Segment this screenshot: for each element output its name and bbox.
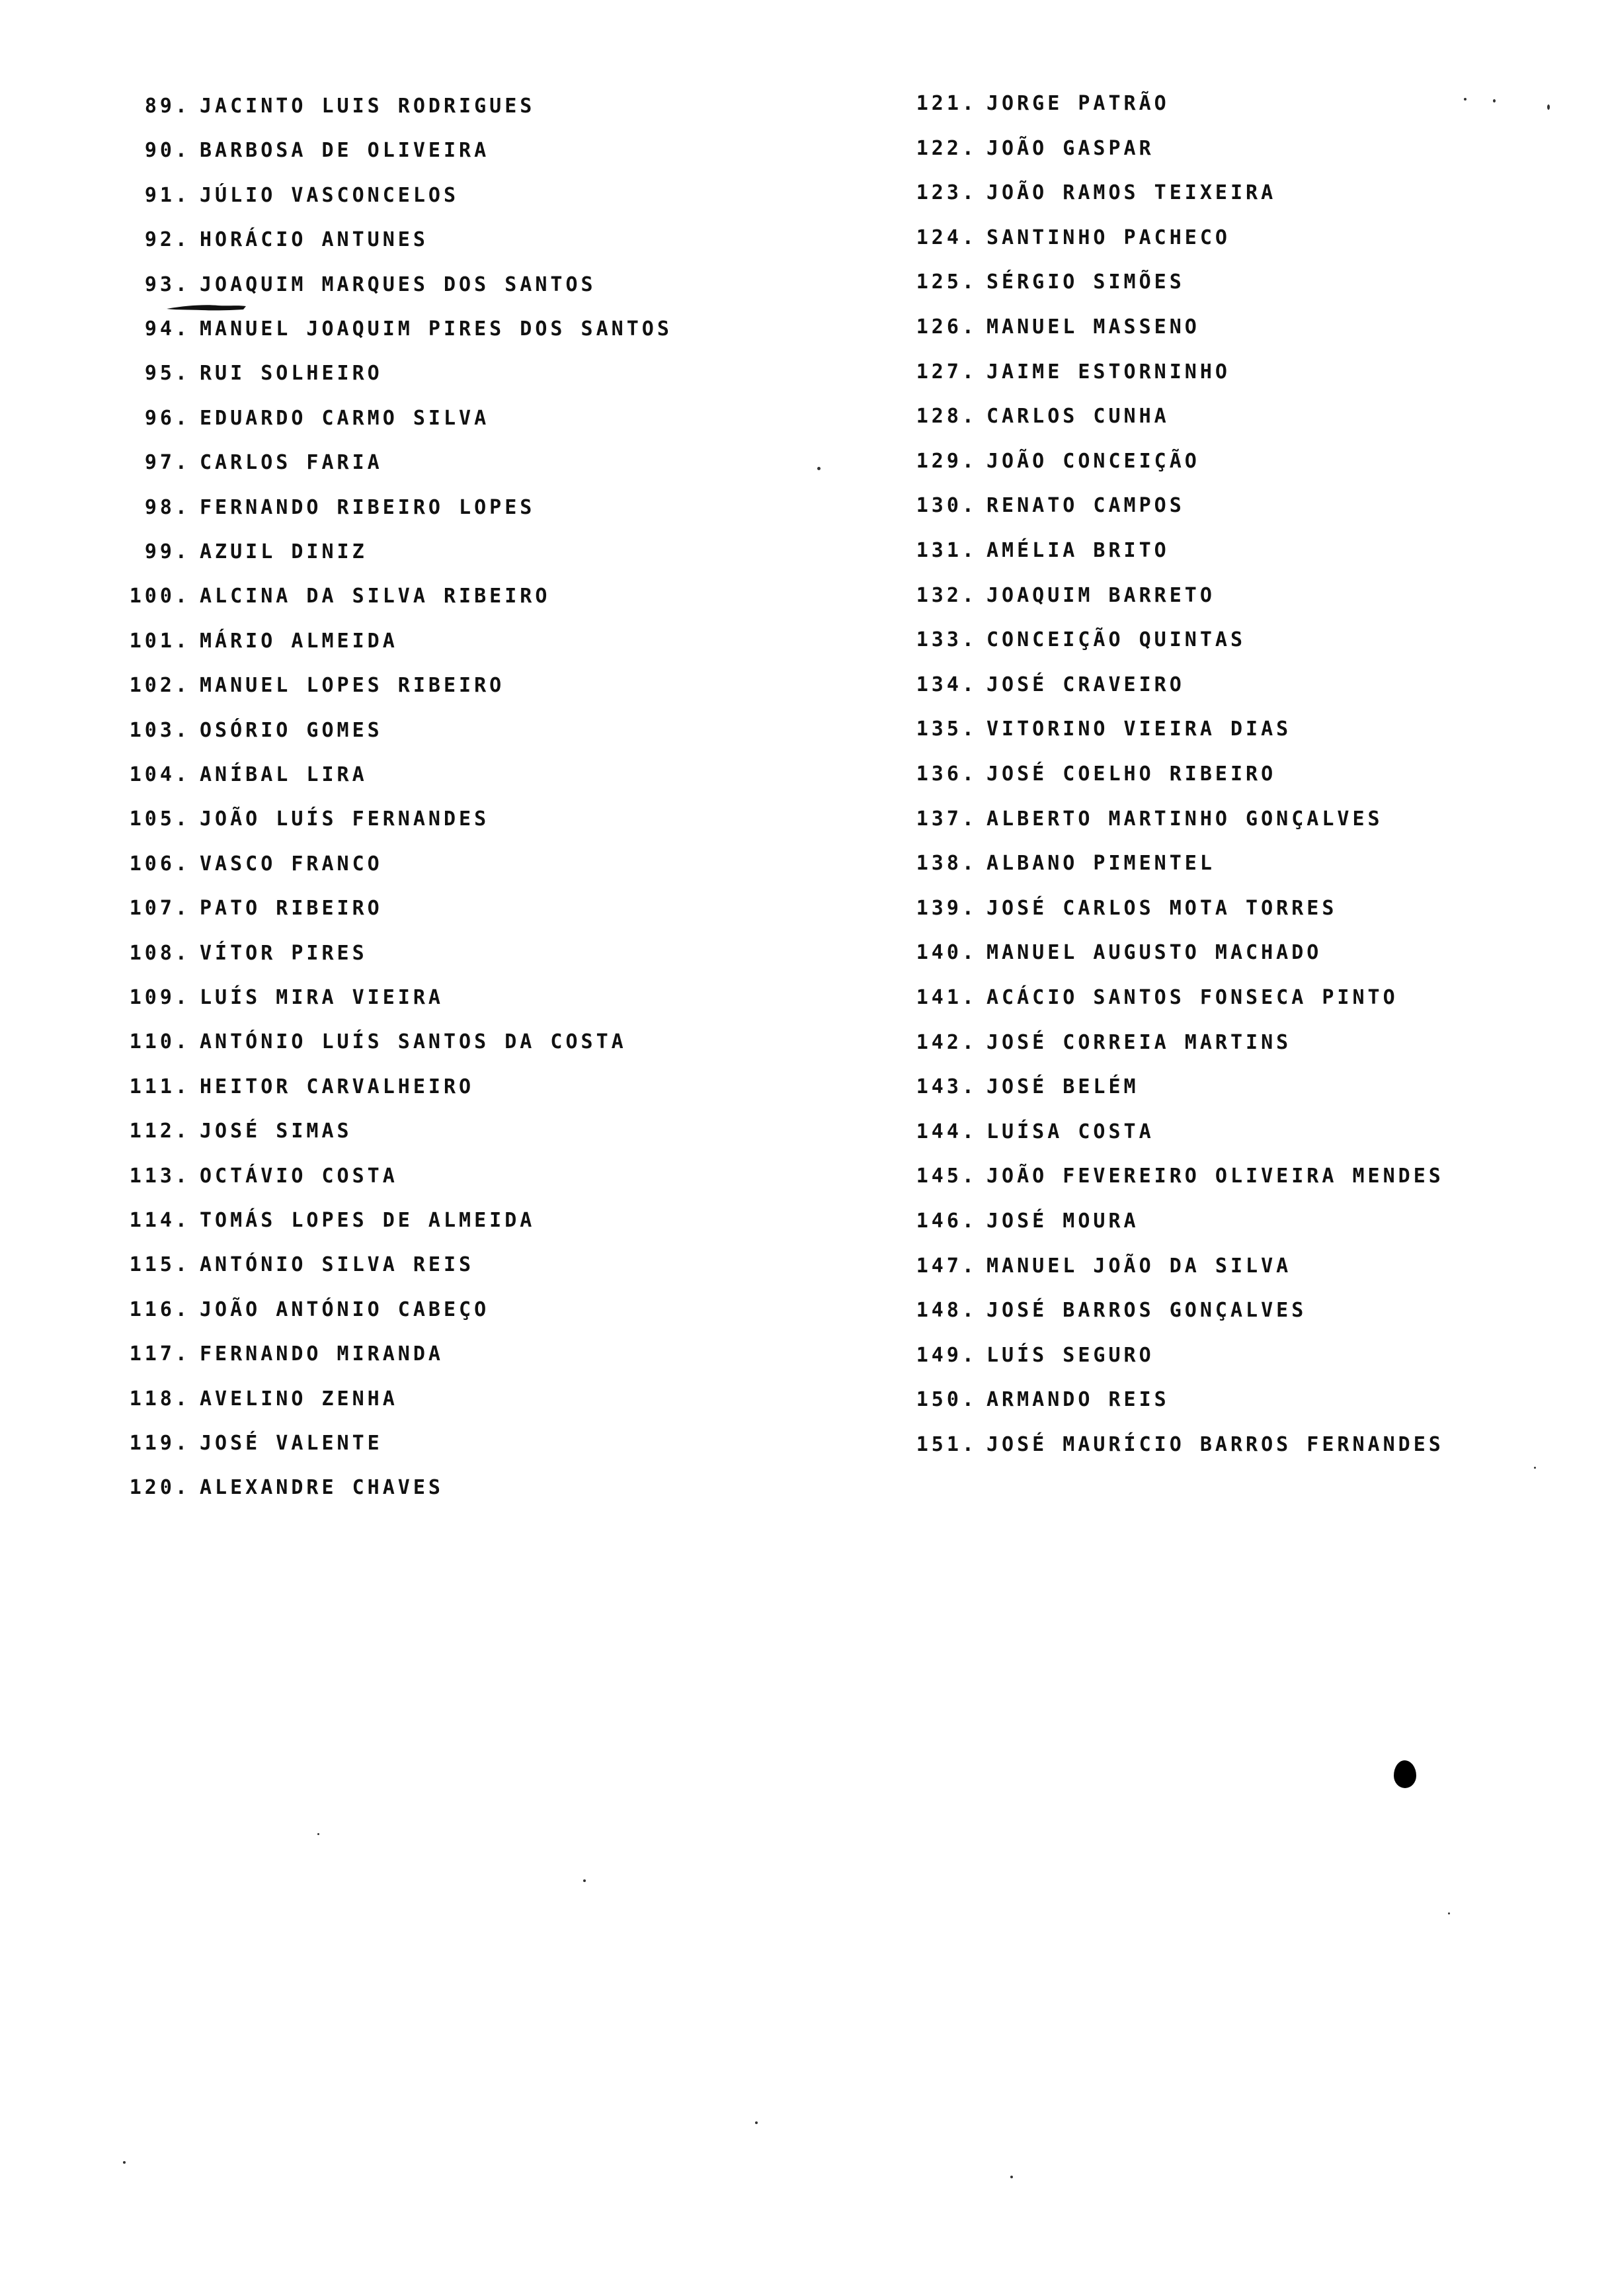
list-entry (119, 1120, 352, 1143)
list-entry (119, 229, 428, 251)
dust-speck (1493, 99, 1496, 102)
entry-name: EDUARDO CARMO SILVA (200, 406, 490, 430)
entry-number: 94. (144, 317, 190, 341)
list-entry (119, 1432, 383, 1455)
entry-number: 117. (129, 1342, 190, 1366)
entry-name: JOSÉ MAURÍCIO BARROS FERNANDES (986, 1433, 1444, 1456)
entry-name: JOÃO RAMOS TEIXEIRA (986, 181, 1277, 205)
entry-number: 98. (144, 495, 190, 519)
entry-name: LUÍS SEGURO (986, 1343, 1154, 1367)
list-entry (906, 1032, 1291, 1054)
list-entry (119, 942, 368, 965)
list-entry (906, 93, 1170, 115)
list-entry (906, 1389, 1170, 1411)
list-entry (119, 497, 535, 519)
list-entry (906, 942, 1322, 964)
entry-name: JORGE PATRÃO (986, 92, 1170, 115)
entry-number: 90. (144, 139, 190, 163)
list-entry (906, 897, 1337, 920)
ink-blot (1394, 1760, 1416, 1788)
entry-name: JOSÉ SIMAS (200, 1120, 352, 1143)
entry-number: 96. (144, 406, 190, 430)
entry-number: 93. (144, 272, 190, 296)
entry-name: ALBERTO MARTINHO GONÇALVES (986, 807, 1383, 831)
entry-name: OCTÁVIO COSTA (200, 1164, 398, 1188)
entry-number: 91. (144, 183, 190, 207)
list-entry (119, 452, 383, 474)
dust-speck (317, 1833, 319, 1835)
entry-number: 109. (129, 986, 190, 1009)
entry-name: PATO RIBEIRO (200, 897, 383, 921)
entry-name: MANUEL AUGUSTO MACHADO (986, 941, 1322, 965)
entry-number: 108. (129, 941, 190, 965)
entry-name: SANTINHO PACHECO (986, 226, 1230, 249)
entry-number: 132. (916, 583, 977, 607)
entry-name: AZUIL DINIZ (200, 540, 368, 563)
dust-speck (817, 467, 821, 470)
entry-number: 101. (129, 629, 190, 653)
entry-number: 128. (916, 405, 977, 429)
list-entry (906, 316, 1200, 339)
list-entry (906, 1434, 1444, 1456)
entry-name: JOSÉ COELHO RIBEIRO (986, 762, 1277, 786)
entry-name: OSÓRIO GOMES (200, 718, 383, 742)
entry-name: JOSÉ BARROS GONÇALVES (986, 1299, 1307, 1323)
entry-number: 141. (916, 986, 977, 1009)
list-entry (906, 808, 1383, 831)
entry-number: 148. (916, 1299, 977, 1323)
list-entry (119, 987, 444, 1009)
entry-number: 149. (916, 1343, 977, 1367)
list-entry (906, 182, 1276, 204)
entry-name: LUÍS MIRA VIEIRA (200, 986, 444, 1009)
entry-name: ACÁCIO SANTOS FONSECA PINTO (986, 986, 1398, 1009)
list-entry (119, 95, 535, 118)
entry-number: 95. (144, 362, 190, 386)
list-entry (906, 540, 1170, 562)
list-entry (906, 450, 1200, 473)
list-entry (906, 1165, 1444, 1188)
entry-number: 135. (916, 718, 977, 741)
list-entry (119, 1343, 444, 1366)
entry-number: 151. (916, 1433, 977, 1456)
list-entry (119, 808, 489, 831)
entry-number: 127. (916, 360, 977, 384)
entry-number: 112. (129, 1120, 190, 1143)
list-entry (119, 675, 504, 697)
entry-number: 97. (144, 451, 190, 475)
entry-name: MANUEL JOÃO DA SILVA (986, 1254, 1292, 1278)
entry-name: JOÃO CONCEIÇÃO (986, 449, 1200, 473)
entry-number: 120. (129, 1476, 190, 1500)
entry-number: 139. (916, 896, 977, 920)
entry-name: JOÃO FEVEREIRO OLIVEIRA MENDES (986, 1165, 1444, 1188)
entry-number: 146. (916, 1210, 977, 1233)
entry-number: 147. (916, 1254, 977, 1278)
entry-number: 119. (129, 1432, 190, 1455)
entry-number: 137. (916, 807, 977, 831)
dust-speck (123, 2161, 126, 2164)
entry-name: HORÁCIO ANTUNES (200, 228, 428, 252)
list-entry (119, 407, 489, 430)
entry-name: SÉRGIO SIMÕES (986, 270, 1185, 294)
entry-name: ANÍBAL LIRA (200, 763, 368, 786)
entry-number: 111. (129, 1075, 190, 1098)
dust-speck (1534, 1467, 1536, 1469)
list-entry (906, 987, 1398, 1009)
list-entry (119, 1477, 444, 1499)
entry-name: JOSÉ MOURA (986, 1210, 1139, 1233)
list-entry (906, 585, 1215, 607)
entry-name: JOSÉ VALENTE (200, 1432, 383, 1455)
entry-name: AMÉLIA BRITO (986, 539, 1170, 562)
entry-number: 107. (129, 897, 190, 921)
list-entry (906, 1255, 1291, 1278)
list-entry (906, 674, 1185, 696)
list-entry (119, 719, 383, 742)
entry-number: 121. (916, 92, 977, 115)
entry-number: 143. (916, 1075, 977, 1099)
list-entry (119, 764, 368, 786)
dust-speck (1547, 104, 1550, 110)
dust-speck (583, 1879, 586, 1882)
list-entry (906, 1344, 1154, 1367)
entry-number: 125. (916, 270, 977, 294)
entry-number: 92. (144, 228, 190, 252)
entry-number: 130. (916, 494, 977, 518)
entry-name: JOAQUIM MARQUES DOS SANTOS (200, 272, 596, 296)
entry-name: AVELINO ZENHA (200, 1387, 398, 1411)
entry-number: 142. (916, 1030, 977, 1054)
entry-name: MANUEL JOAQUIM PIRES DOS SANTOS (200, 317, 672, 341)
entry-number: 138. (916, 852, 977, 876)
entry-number: 110. (129, 1030, 190, 1054)
entry-name: JÚLIO VASCONCELOS (200, 183, 460, 207)
list-entry (906, 405, 1170, 428)
entry-number: 115. (129, 1253, 190, 1277)
entry-name: JAIME ESTORNINHO (986, 360, 1230, 384)
entry-number: 129. (916, 449, 977, 473)
entry-name: VASCO FRANCO (200, 852, 383, 876)
list-entry (906, 763, 1276, 786)
entry-name: CARLOS FARIA (200, 451, 383, 475)
dust-speck (1464, 98, 1467, 101)
list-entry (906, 495, 1185, 517)
entry-name: LUÍSA COSTA (986, 1120, 1154, 1143)
entry-number: 124. (916, 226, 977, 249)
entry-name: FERNANDO MIRANDA (200, 1342, 444, 1366)
entry-number: 133. (916, 628, 977, 652)
entry-name: JOÃO GASPAR (986, 136, 1154, 160)
list-entry (906, 271, 1185, 294)
entry-name: ALBANO PIMENTEL (986, 852, 1215, 876)
entry-number: 102. (129, 674, 190, 698)
entry-name: FERNANDO RIBEIRO LOPES (200, 495, 536, 519)
entry-number: 99. (144, 540, 190, 563)
dust-speck (1010, 2176, 1013, 2178)
entry-name: JOSÉ CARLOS MOTA TORRES (986, 896, 1338, 920)
entry-number: 122. (916, 136, 977, 160)
entry-number: 131. (916, 539, 977, 562)
list-entry (906, 1210, 1139, 1233)
list-entry (119, 853, 383, 876)
pen-stroke-mark (165, 302, 247, 313)
list-entry (119, 140, 489, 162)
list-entry (906, 629, 1246, 651)
entry-number: 114. (129, 1209, 190, 1232)
entry-name: HEITOR CARVALHEIRO (200, 1075, 475, 1098)
entry-name: JOSÉ BELÉM (986, 1075, 1139, 1099)
list-entry (119, 1031, 627, 1053)
entry-name: MANUEL MASSENO (986, 315, 1200, 339)
list-entry (119, 630, 398, 653)
entry-name: ANTÓNIO SILVA REIS (200, 1253, 475, 1277)
entry-name: ALCINA DA SILVA RIBEIRO (200, 585, 551, 608)
list-entry (906, 227, 1230, 249)
entry-number: 140. (916, 941, 977, 965)
entry-name: CONCEIÇÃO QUINTAS (986, 628, 1246, 652)
entry-name: RENATO CAMPOS (986, 494, 1185, 518)
list-entry (906, 361, 1230, 384)
entry-number: 126. (916, 315, 977, 339)
list-entry (906, 1121, 1154, 1143)
entry-name: VÍTOR PIRES (200, 941, 368, 965)
entry-number: 116. (129, 1297, 190, 1321)
entry-number: 89. (144, 95, 190, 118)
entry-name: ALEXANDRE CHAVES (200, 1476, 444, 1500)
entry-name: CARLOS CUNHA (986, 405, 1170, 429)
entry-number: 136. (916, 762, 977, 786)
list-entry (119, 1076, 474, 1098)
list-entry (119, 897, 383, 920)
list-entry (119, 585, 550, 608)
entry-name: RUI SOLHEIRO (200, 362, 383, 386)
list-entry (906, 1299, 1306, 1322)
entry-number: 150. (916, 1388, 977, 1412)
list-entry (906, 1076, 1139, 1098)
list-entry (119, 1388, 398, 1411)
entry-name: VITORINO VIEIRA DIAS (986, 718, 1292, 741)
entry-number: 144. (916, 1120, 977, 1143)
list-entry (119, 318, 672, 341)
list-entry (119, 184, 459, 207)
list-entry (906, 852, 1215, 875)
entry-name: TOMÁS LOPES DE ALMEIDA (200, 1209, 536, 1232)
list-entry (119, 1254, 474, 1276)
list-entry (119, 1299, 489, 1321)
entry-number: 123. (916, 181, 977, 205)
entry-number: 105. (129, 807, 190, 831)
list-entry (906, 718, 1291, 741)
list-entry (119, 274, 596, 296)
list-entry (119, 1210, 535, 1232)
list-entry (119, 541, 368, 563)
entry-number: 100. (129, 585, 190, 608)
dust-speck (755, 2121, 758, 2124)
list-entry (119, 1165, 398, 1188)
entry-name: MÁRIO ALMEIDA (200, 629, 398, 653)
entry-name: MANUEL LOPES RIBEIRO (200, 674, 505, 698)
entry-number: 104. (129, 763, 190, 786)
entry-number: 113. (129, 1164, 190, 1188)
entry-number: 103. (129, 718, 190, 742)
entry-name: ARMANDO REIS (986, 1388, 1170, 1412)
entry-name: JOSÉ CORREIA MARTINS (986, 1030, 1292, 1054)
list-entry (119, 362, 383, 385)
entry-number: 145. (916, 1165, 977, 1188)
list-entry (906, 138, 1154, 160)
entry-name: JACINTO LUIS RODRIGUES (200, 95, 536, 118)
entry-name: JOSÉ CRAVEIRO (986, 673, 1185, 696)
entry-name: JOÃO ANTÓNIO CABEÇO (200, 1297, 490, 1321)
entry-name: ANTÓNIO LUÍS SANTOS DA COSTA (200, 1030, 627, 1054)
entry-name: BARBOSA DE OLIVEIRA (200, 139, 490, 163)
entry-number: 118. (129, 1387, 190, 1411)
entry-number: 106. (129, 852, 190, 876)
dust-speck (1448, 1912, 1450, 1914)
entry-name: JOAQUIM BARRETO (986, 583, 1215, 607)
entry-name: JOÃO LUÍS FERNANDES (200, 807, 490, 831)
entry-number: 134. (916, 673, 977, 696)
